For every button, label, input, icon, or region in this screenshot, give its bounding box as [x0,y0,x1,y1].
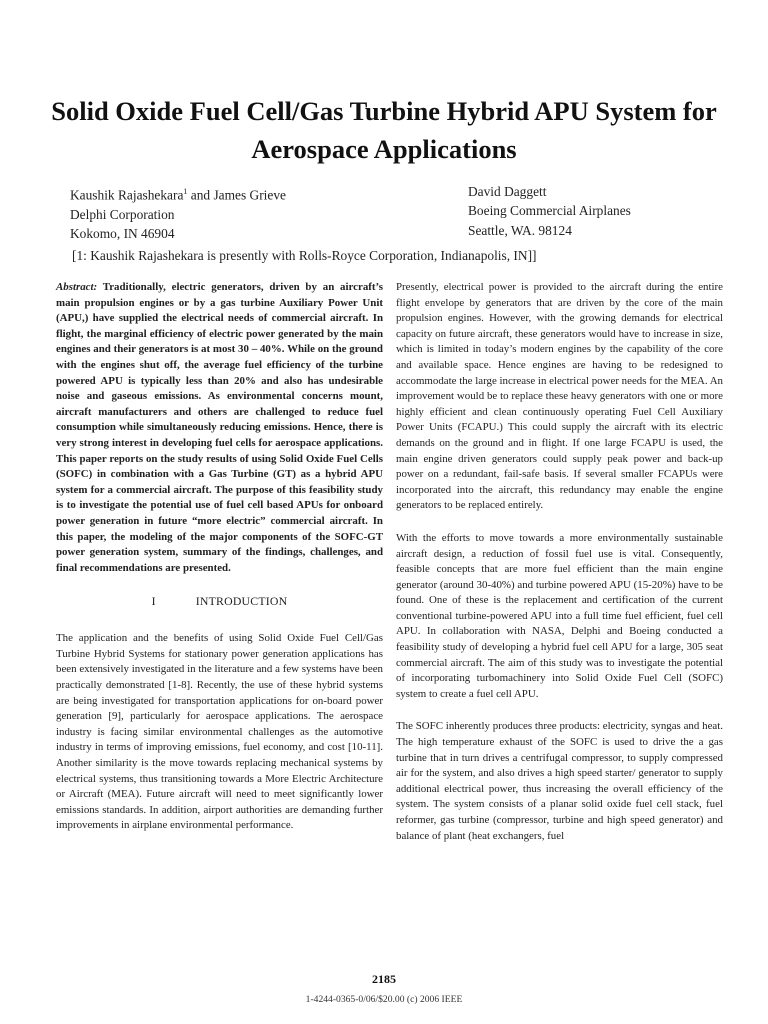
location-left: Kokomo, IN 46904 [70,226,175,242]
affiliation-right: Boeing Commercial Airplanes [468,203,631,219]
body-paragraph: Presently, electrical power is provided to the aircraft during the entire flight envelope by generators that are driven by the core of the main propulsion engines. However, with the growing demands for electrical capacity on future aircraft, these generators would have to increase in size, which is limited in today’s modern engines by the capability of the core and available space. Hence engines are having to be redesigned to accommodate the large increase in electrical power needs for the MEA. An improvement would be to replace these heavy generators with one or more highly efficient and clean continuously operating Fuel Cell Auxiliary Power Units (FCAPU.) This could supply the aircraft with its electric demands on the ground and in flight. If one large FCAPU is used, the main engine driven generators could supply peak power and back-up power on a redundant, fail-safe basis. If several smaller FCAPUs were incorporated into the aircraft, this redundancy may enable the engine generators to be replaced entirely. [396,281,723,512]
body-paragraph: With the efforts to move towards a more environmentally sustainable aircraft design, a reduction of fossil fuel use is vital. Consequently, feasible concepts that are more fuel efficient than the main engine generator (around 30-40%) and turbine powered APU (15-20%) have to be found. One of these is the replacement and certification of the current conventional turbine-powered APU into a full time fuel efficient, fuel cell APU. In collaboration with NASA, Delphi and Boeing conducted a feasibility study of developing a hybrid fuel cell APU for a large, 305 seat commercial aircraft. The aim of this study was to investigate the potential of incorporating turbomachinery into Solid Oxide Fuel Cell (SOFC) system to create a fuel cell APU. [396,531,723,700]
abstract [56,280,383,576]
authors-right [468,182,631,240]
page-number: 2185 [372,972,396,986]
section-number: I [151,594,156,609]
section-title: INTRODUCTION [195,594,288,609]
abstract-text: Traditionally, electric generators, driven by an aircraft’s main propulsion engines or by a gas turbine Auxiliary Power Unit (APU,) have supplied the electrical needs of commercial aircraft. In flight, the marginal efficiency of electric power generated by the main engines and their generators is at most 30 – 40%. While on the ground with the engines shut off, the average fuel efficiency of the turbine powered APU is typically less than 20% and also has undesirable noise and gaseous emissions. As environmental concerns mount, aircraft manufacturers and others are challenged to reduce fuel consumption while simultaneously reducing emissions. Hence, there is very strong interest in developing fuel cells for aerospace applications. This paper reports on the study results of using Solid Oxide Fuel Cells (SOFC) in combination with a Gas Turbine (GT) as a hybrid APU system for a commercial aircraft. The purpose of this feasibility study is to investigate the potential use of fuel cell based APUs for onboard power generation in future “more electric” commercial aircraft. In this paper, the modeling of the major components of the SOFC-GT power generation system, summary of the findings, challenges, and final recommendations are presented. [56,281,383,574]
copyright-line: 1-4244-0365-0/06/$20.00 (c) 2006 IEEE [305,994,463,1005]
section-heading-introduction [56,594,383,609]
affiliation-left: Delphi Corporation [70,206,175,222]
right-column [396,280,723,861]
body-paragraph: The SOFC inherently produces three products: electricity, syngas and heat. The high temperature exhaust of the SOFC is used to drive the a gas turbine that in turn drives a centrifugal compressor, to supply compressed air for the system, and also drives a high speed starter/ generator to supply additional electrical power, thus increasing the overall efficiency of the system. The system consists of a planar solid oxide fuel cell stack, fuel reformer, gas turbine (compressor, turbine and high speed generator) and balance of plant (heat exchangers, fuel [396,720,723,842]
author-note: [1: Kaushik Rajashekara is presently with Rolls-Royce Corporation, Indianapolis, IN]] [72,248,537,263]
authors-left [70,182,286,244]
author-footnote-marker: 1 [183,187,188,196]
author-name-1: Kaushik Rajashekara [70,187,184,203]
author-name-2: and James Grieve [187,187,286,203]
location-right: Seattle, WA. 98124 [468,222,572,238]
left-column [56,280,383,851]
body-paragraph: The application and the benefits of using Solid Oxide Fuel Cell/Gas Turbine Hybrid Systems for stationary power generation applications has been extensively investigated in the literature and a few systems have been practically demonstrated [1-8]. Recently, the use of these hybrid systems are being investigated for transportation applications for on-board power generation [9], particularly for aerospace applications. The aerospace industry is facing similar environmental challenges as the automotive industry in terms of improving emissions, fuel economy, and cost [10-11]. Another similarity is the move towards replacing mechanical systems by electrical systems, thus transitioning towards a More Electric Architecture or Aircraft (MEA). Future aircraft will need to meet significantly lower emissions standards. In addition, airport authorities are demanding further improvements in airplane environmental performance. [56,632,383,832]
author-names-left [70,182,286,205]
author-name-3: David Daggett [468,184,547,199]
paper-title: Solid Oxide Fuel Cell/Gas Turbine Hybrid APU System for Aerospace Applications [51,96,717,164]
abstract-label: Abstract: [56,281,98,293]
